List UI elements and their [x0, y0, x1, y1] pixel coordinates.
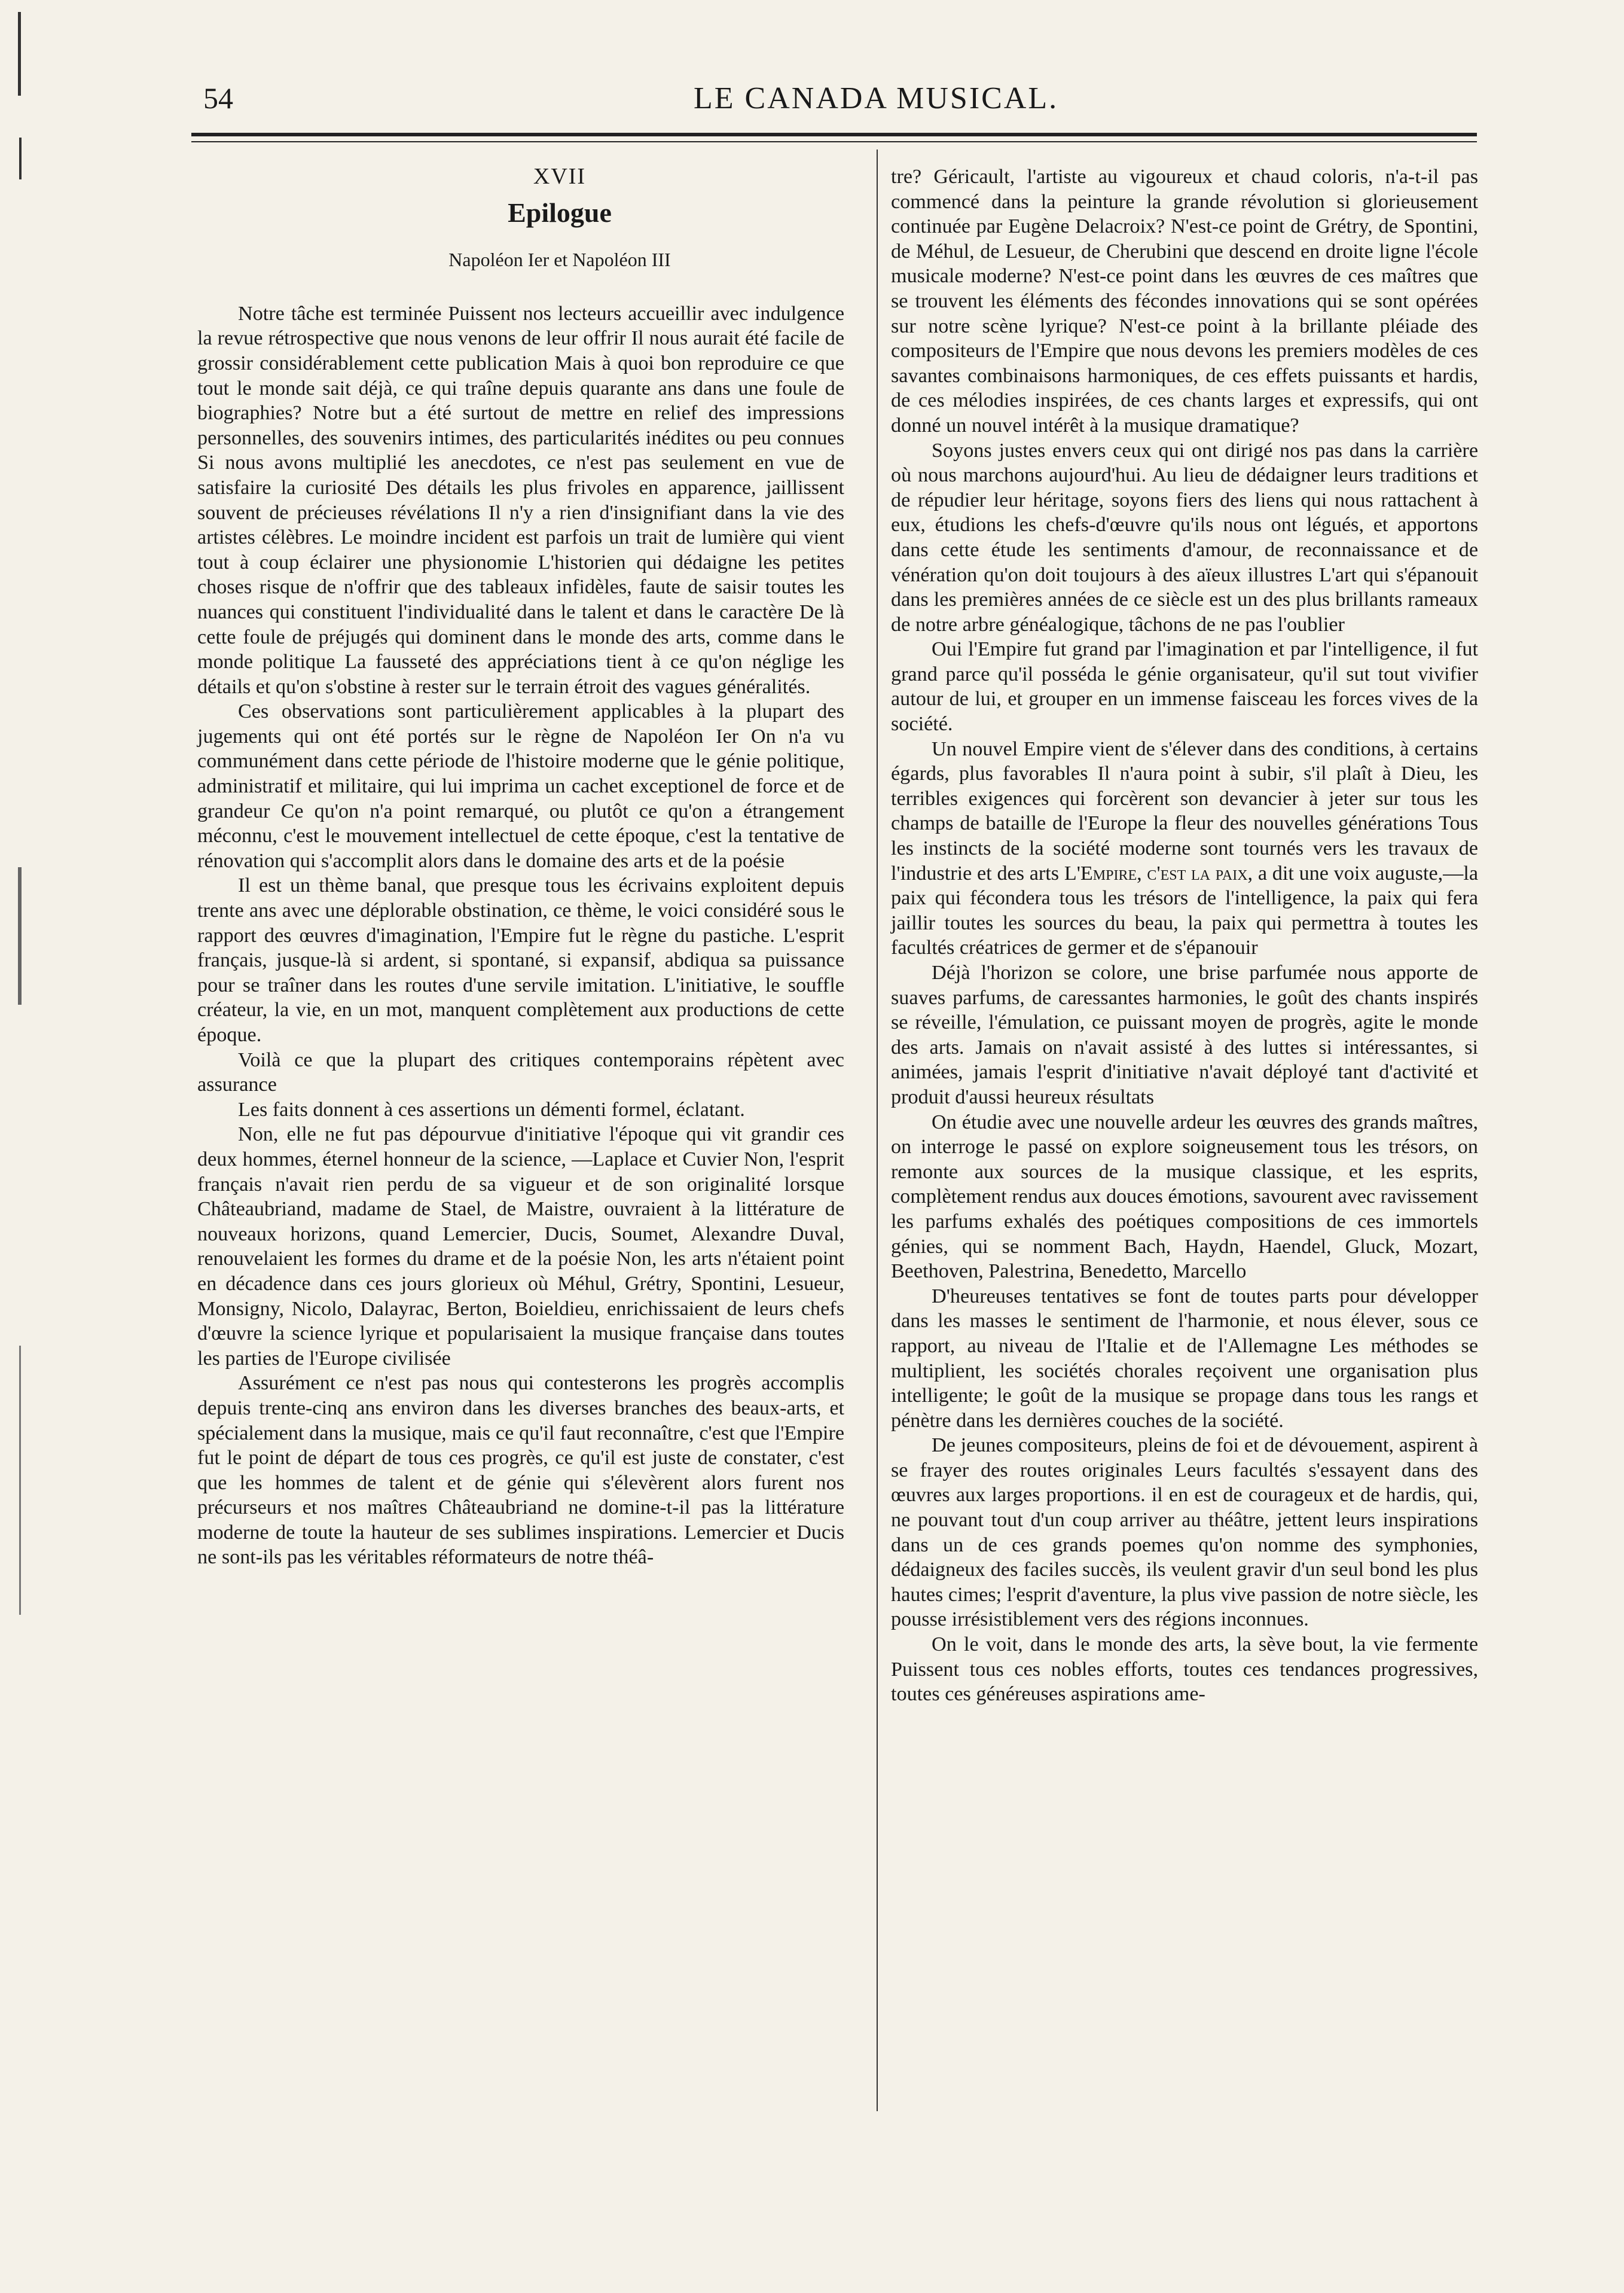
binding-mark	[18, 867, 22, 1005]
header-rule-thick	[191, 133, 1477, 136]
paragraph: Ces observations sont particulièrement applicables à la plupart des jugements qui ont été portés sur le règne de Napoléon Ier On n'a vu communément dans cette période de l'histoire moderne que le génie politique, administratif et militaire, qui lui imprima un cachet exceptionel de force et de grandeur Ce qu'on n'a point remarqué, ou plutôt ce qu'on a étrangement méconnu, c'est le mouvement intellectuel de cette époque, c'est la tentative de rénovation qui s'accomplit alors dans le domaine des arts et de la poésie	[197, 700, 844, 872]
paragraph-text: Un nouvel Empire vient de s'élever dans des conditions, à certains égards, plus favorables Il n'aura point à subir, s'il plaît à Dieu, les terribles exigences qui forcèrent son devancier à jeter sur tous les champs de bataille de l'Europe la fleur des nouvelles générations Tous les instincts de la société moderne sont tournés vers les travaux de l'industrie et des arts	[891, 737, 1478, 885]
paragraph: On étudie avec une nouvelle ardeur les œuvres des grands maîtres, on interroge le passé on explore soigneusement tous les trésors, on remonte aux sources de la musique classique, et les esprits, complètement rendus aux douces émotions, savourent avec ravissement les parfums exhalés des poétiques compositions de ces immortels génies, qui se nomment Bach, Haydn, Haendel, Gluck, Mozart, Beethoven, Palestrina, Benedetto, Marcello	[891, 1111, 1478, 1283]
paragraph: Voilà ce que la plupart des critiques contemporains répètent avec assurance	[197, 1048, 844, 1096]
column-divider	[877, 150, 878, 2111]
section-number: XVII	[533, 164, 587, 189]
running-title: LE CANADA MUSICAL.	[694, 81, 1059, 115]
paragraph-continuation: tre? Géricault, l'artiste au vigoureux et chaud coloris, n'a-t-il pas commencé dans la peinture la grande révolution si glorieusement continuée par Eugène Delacroix? N'est-ce point de Grétry, de Spontini, de Méhul, de Lesueur, de Cherubini que descend en droite ligne l'école musicale moderne? N'est-ce point dans les œuvres de ces maîtres que se trouvent les éléments des fécondes innovations qui se sont opérées sur notre scène lyrique? N'est-ce point à la brillante pléiade des compositeurs de l'Empire que nous devons les premiers modèles de ces savantes combinaisons harmoniques, de ces effets puissants et hardis, de ces mélodies inspirées, de ces chants larges et expressifs, qui ont donné un nouvel intérêt à la musique dramatique?	[891, 166, 1478, 437]
binding-mark	[19, 138, 22, 179]
binding-mark	[19, 1346, 21, 1615]
binding-mark	[18, 12, 21, 96]
right-column	[891, 164, 1478, 1707]
header-rule-thin	[191, 141, 1477, 142]
paragraph: De jeunes compositeurs, pleins de foi et de dévouement, aspirent à se frayer des routes originales Leurs facultés s'essayent dans des œuvres aux larges proportions. il en est de courageux et de hardis, qui, ne pouvant tout d'un coup arriver au théâtre, jettent leurs inspirations dans un de ces grands poemes qu'on nomme des symphonies, dédaigneux des faciles succès, ils veulent gravir d'un seul bond les plus hautes cimes; l'esprit d'aventure, la plus vive passion de notre siècle, les pousse irrésistiblement vers des régions inconnues.	[891, 1434, 1478, 1631]
paragraph: Non, elle ne fut pas dépourvue d'initiative l'époque qui vit grandir ces deux hommes, éternel honneur de la science, —Laplace et Cuvier Non, l'esprit français n'avait rien perdu de sa vigueur et de son originalité lorsque Châteaubriand, madame de Stael, de Maistre, ouvraient à la littérature de nouveaux horizons, quand Lemercier, Ducis, Soumet, Alexandre Duval, renouvelaient les formes du drame et de la poésie Non, les arts n'étaient point en décadence dans ces jours glorieux où Méhul, Grétry, Spontini, Lesueur, Monsigny, Nicolo, Dalayrac, Berton, Boieldieu, enrichissaient de leurs chefs d'œuvre la science lyrique et popularisaient la musique française dans toutes les parties de l'Europe civilisée	[197, 1123, 844, 1370]
empire-quote: L'Empire, c'est la paix,	[1064, 862, 1253, 885]
paragraph: Il est un thème banal, que presque tous les écrivains exploitent depuis trente ans avec une déplorable obstination, ce thème, le voici considéré sous le rapport des œuvres d'imagination, l'Empire fut le règne du pastiche. L'esprit français, jusque-là si ardent, si spontané, si expansif, abdiqua sa puissance pour se traîner dans les routes d'une servile imitation. L'initiative, le souffle créateur, la vie, en un mot, manquent complètement aux productions de cette époque.	[197, 874, 844, 1046]
page-header	[203, 81, 1465, 123]
left-column	[197, 164, 844, 1570]
paragraph: Les faits donnent à ces assertions un démenti formel, éclatant.	[238, 1098, 745, 1121]
page-number: 54	[203, 81, 233, 115]
paragraph: Assurément ce n'est pas nous qui contesterons les progrès accomplis depuis trente-cinq ans environ dans les diverses branches des beaux-arts, et spécialement dans la musique, mais ce qu'il faut reconnaître, c'est que l'Empire fut le point de départ de tous ces progrès, ce qu'il est juste de constater, c'est que les hommes de talent et de génie qui s'élevèrent alors furent nos précurseurs et nos maîtres Châteaubriand ne domine-t-il pas la littérature moderne de toute la hauteur de ses sublimes inspirations. Lemercier et Ducis ne sont-ils pas les véritables réformateurs de notre théâ-	[197, 1372, 844, 1569]
paragraph: Soyons justes envers ceux qui ont dirigé nos pas dans la carrière où nous marchons aujourd'hui. Au lieu de dédaigner leurs traditions et de répudier leur héritage, soyons fiers des liens qui nous rattachent à eux, étudions les chefs-d'œuvre qu'ils nous ont légués, et apportons dans cette étude les sentiments d'amour, de reconnaissance et de vénération qu'on doit toujours à des aïeux illustres L'art qui s'épanouit dans les premières années de ce siècle est un des plus brillants rameaux de notre arbre généalogique, tâchons de ne pas l'oublier	[891, 439, 1478, 636]
article-title: Epilogue	[508, 197, 612, 228]
article-subtitle: Napoléon Ier et Napoléon III	[448, 249, 671, 271]
paragraph: Oui l'Empire fut grand par l'imagination et par l'intelligence, il fut grand parce qu'il posséda le génie organisateur, qu'il sut tout vivifier autour de lui, et grouper en un immense faisceau les forces vives de la société.	[891, 638, 1478, 736]
paragraph: Déjà l'horizon se colore, une brise parfumée nous apporte de suaves parfums, de caressantes harmonies, le goût des chants inspirés se réveille, l'émulation, ce puissant moyen de progrès, agite le monde des arts. Jamais on n'avait assisté à des luttes si intéressantes, si animées, jamais l'esprit d'initiative n'avait déployé tant d'activité et produit d'aussi heureux résultats	[891, 962, 1478, 1108]
paragraph: On le voit, dans le monde des arts, la sève bout, la vie fermente Puissent tous ces nobles efforts, toutes ces tendances progressives, toutes ces généreuses aspirations ame-	[891, 1633, 1478, 1706]
paragraph: D'heureuses tentatives se font de toutes parts pour développer dans les masses le sentiment de l'harmonie, et nous élever, sous ce rapport, au niveau de l'Italie et de l'Allemagne Les méthodes se multiplient, les sociétés chorales reçoivent une organisation plus intelligente; le goût de la musique se propage dans tous les rangs et pénètre dans les dernières couches de la société.	[891, 1285, 1478, 1432]
paragraph	[891, 737, 1478, 961]
empire-quote-rest: a dit une voix auguste,—la paix qui fécondera tous les trésors de l'intelligence, la paix qui fera jaillir toutes les sources du beau, la paix qui permettra à toutes les facultés créatrices de germer et de s'épanouir	[891, 862, 1479, 959]
paragraph: Notre tâche est terminée Puissent nos lecteurs accueillir avec indulgence la revue rétrospective que nous venons de leur offrir Il nous aurait été facile de grossir considérablement cette publication Mais à quoi bon reproduire ce que tout le monde sait déjà, ce qui traîne depuis quarante ans dans une foule de biographies? Notre but a été surtout de mettre en relief des impressions personnelles, des souvenirs intimes, des particularités inédites ou peu connues Si nous avons multiplié les anecdotes, ce n'est pas seulement en vue de satisfaire la curiosité Des détails les plus frivoles en apparence, jaillissent souvent de précieuses révélations Il n'y a rien d'insignifiant dans la vie des artistes célèbres. Le moindre incident est parfois un trait de lumière qui vient tout à coup éclairer une physionomie L'historien qui dédaigne les petites choses risque de n'offrir que des tableaux infidèles, faute de saisir toutes les nuances qui constituent l'individualité dans le talent et dans le caractère De là cette foule de préjugés qui dominent dans le monde des arts, comme dans le monde politique La fausseté des appréciations tient à ce qu'on néglige les détails et qu'on s'obstine à rester sur le terrain étroit des vagues généralités.	[197, 302, 844, 698]
